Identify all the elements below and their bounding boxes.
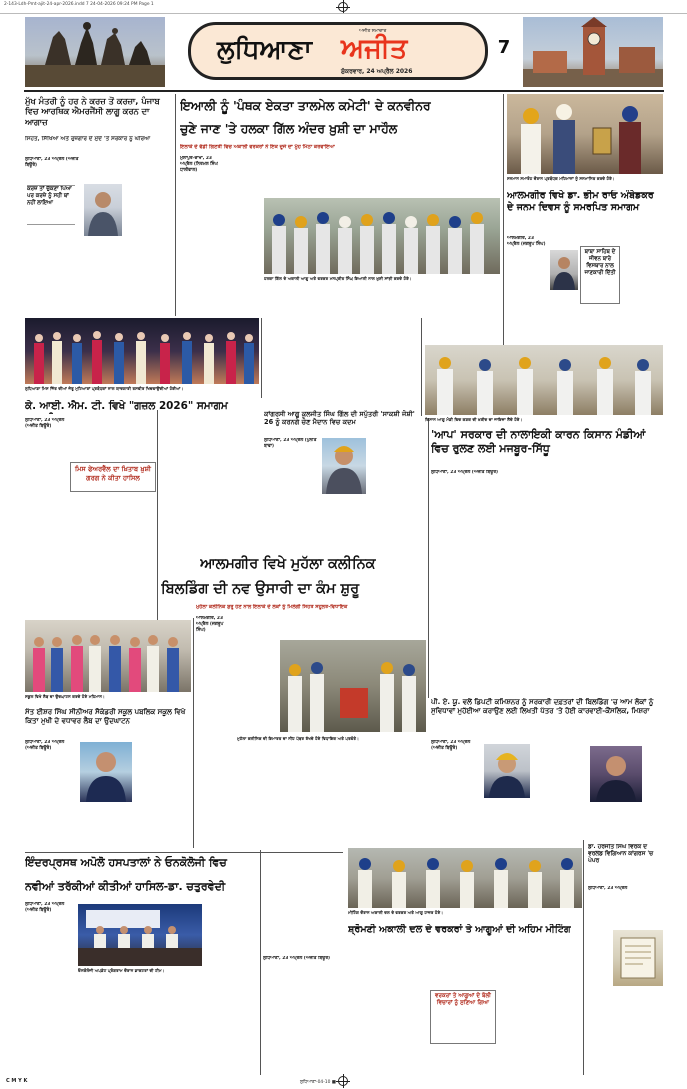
s6-headline: 'ਆਪ' ਸਰਕਾਰ ਦੀ ਨਾਲਾਇਕੀ ਕਾਰਨ ਕਿਸਾਨ ਮੰਡੀਆਂ ਵਿਚ ਰੁਲਣ ਲਈ ਮਜਬੂਰ-ਸਿੱਧੂ — [431, 428, 646, 455]
s5-body-col1 — [25, 418, 67, 584]
s1-body-right — [125, 157, 173, 317]
s10-caption: ਓਨਕੋਲੋਜੀ ਅਪਡੇਟ ਪ੍ਰੋਗਰਾਮ ਦੌਰਾਨ ਡਾਕਟਰਾਂ ਦੀ ਟੀਮ। — [78, 968, 165, 973]
s7-body-col2 — [237, 616, 277, 724]
group-people-icon — [348, 848, 582, 908]
s6-body-col1 — [431, 470, 543, 618]
s8-photo — [25, 620, 191, 692]
masthead-city: ਲੁਧਿਆਣਾ — [217, 35, 312, 65]
masthead-banner — [188, 22, 488, 80]
s8-body-col1 — [25, 740, 77, 846]
masthead-date: ਸ਼ੁੱਕਰਵਾਰ, 24 ਅਪ੍ਰੈਲ 2026 — [341, 68, 413, 75]
s4-headline: ਕਾਂਗਰਸੀ ਆਗੂ ਕੁਲਜੀਤ ਸਿੰਘ ਗਿੱਲ ਦੀ ਸਪੁੱਤਰੀ 'ਸਾਕਸ਼ੀ ਜੋਸ਼ੀ' 26 ਨੂੰ ਕਰਨਗੇ ਚੋਣ ਮੈਦਾਨ ਵਿਚ ਕਦਮ — [264, 410, 415, 427]
s10-headline-line1: ਇੰਦਰਪ੍ਰਸਥ ਅਪੋਲੋ ਹਸਪਤਾਲਾਂ ਨੇ ਓਨਕੋਲੋਜੀ ਵਿਚ — [25, 856, 227, 869]
s11-photo — [348, 848, 582, 908]
s10-dateline: ਲੁਧਿਆਣਾ, 23 ਅਪ੍ਰੈਲ (ਅਜੀਤ ਬਿਊਰੋ) — [25, 902, 65, 913]
masthead-left-photo — [25, 17, 165, 87]
person-icon — [590, 746, 642, 802]
s1-body-bottom — [25, 240, 121, 316]
group-people-icon — [25, 318, 259, 384]
s9-body-col2 — [533, 740, 583, 840]
pageant-caption: ਲੁਧਿਆਣਾ ਮਿਸ ਜਿੱਤ ਦੀਆਂ ਜੇਤੂ ਮੁਟਿਆਰਾਂ ਪ੍ਰਬੰਧਕਾਂ ਨਾਲ ਯਾਦਗਾਰੀ ਤਸਵੀਰ ਖਿਚਵਾਉਂਦੀਆਂ ਹੋਈਆਂ। — [25, 386, 184, 391]
person-turban-icon — [484, 744, 530, 798]
masthead-right-photo — [523, 17, 663, 87]
registration-mark-top — [338, 2, 348, 12]
s7-headline-line1: ਆਲਮਗੀਰ ਵਿਖੇ ਮੁਹੱਲਾ ਕਲੀਨਿਕ — [200, 556, 376, 572]
s10-body-col3 — [206, 902, 258, 1074]
s8-body-col3 — [136, 740, 191, 846]
paper-document-icon — [613, 930, 663, 986]
statue-icon — [25, 17, 165, 87]
s9-portrait-photo-2 — [590, 746, 642, 802]
s11-caption: ਮੀਟਿੰਗ ਦੌਰਾਨ ਅਕਾਲੀ ਦਲ ਦੇ ਵਰਕਰ ਅਤੇ ਆਗੂ ਹਾਜ਼ਰ ਹੋਏ। — [348, 910, 444, 915]
s4-portrait-photo — [322, 438, 366, 494]
s2-caption: ਹਲਕਾ ਗਿੱਲ ਦੇ ਅਕਾਲੀ ਆਗੂ ਅਤੇ ਵਰਕਰ ਮਨਪ੍ਰੀਤ ਸਿੰਘ ਇਆਲੀ ਨਾਲ ਖ਼ੁਸ਼ੀ ਸਾਂਝੀ ਕਰਦੇ ਹੋਏ। — [264, 276, 412, 281]
s3-dateline: ਆਲਮਗੀਰ, 23 ਅਪ੍ਰੈਲ (ਜਗਰੂਪ ਸਿੰਘ) — [507, 236, 546, 247]
s11-highlight-box: ਵਰਕਰਾਂ ਤੇ ਆਗੂਆਂ ਦੇ ਬੋਲੀ ਵਿਚਾਰਾਂ ਨੂੰ ਸੁਣਿਆ ਗਿਆ — [430, 990, 496, 1044]
farmers-photo — [425, 345, 663, 415]
s2-body-col2 — [221, 156, 261, 316]
registration-mark-bottom — [338, 1076, 348, 1086]
s2-headline-line1: ਇਆਲੀ ਨੂੰ 'ਪੰਥਕ ਏਕਤਾ ਤਾਲਮੇਲ ਕਮੇਟੀ' ਦੇ ਕਨਵੀਨਰ — [180, 98, 431, 113]
footer-slug: ਲੁਧਿਆਣਾ-04-10 ■ — [300, 1080, 336, 1085]
s4-body-col2 — [368, 438, 420, 550]
s5-body-col3 — [118, 418, 156, 460]
s10-body-col2 — [78, 982, 202, 1074]
s2-subheadline: ਇਲਾਕੇ ਦੇ ਵੱਡੀ ਗਿਣਤੀ ਵਿਚ ਅਕਾਲੀ ਵਰਕਰਾਂ ਨੇ ਇਕ ਦੂਜੇ ਦਾ ਮੂੰਹ ਮਿੱਠਾ ਕਰਵਾਇਆ — [180, 144, 335, 150]
group-people-icon — [425, 345, 663, 415]
person-icon — [550, 250, 578, 290]
person-icon — [80, 742, 132, 802]
s9-body-col1 — [431, 740, 481, 840]
s3-portrait-photo — [550, 250, 578, 290]
s10-headline-line2: ਨਵੀਆਂ ਤਰੱਕੀਆਂ ਕੀਤੀਆਂ ਹਾਸਿਲ-ਡਾ. ਚਤੁਰਵੇਦੀ — [25, 880, 226, 893]
s5-dateline: ਲੁਧਿਆਣਾ, 23 ਅਪ੍ਰੈਲ (ਅਜੀਤ ਬਿਊਰੋ) — [25, 418, 65, 429]
s6-dateline: ਲੁਧਿਆਣਾ, 23 ਅਪ੍ਰੈਲ (ਅਜੀਤ ਬਿਊਰੋ) — [431, 470, 499, 475]
conference-icon — [78, 904, 202, 966]
s8-caption: ਸਕੂਲ ਵਿਖੇ ਲੈਬ ਦਾ ਉਦਘਾਟਨ ਕਰਦੇ ਹੋਏ ਮਹਿਮਾਨ। — [25, 694, 105, 699]
print-slug: 2-143-Ldh-Pmt-ajit-24-apr-2026.indd 7 24-04-2026 09:24 PM Page 1 — [4, 2, 154, 7]
s11-body-col3 — [500, 956, 582, 1074]
s7-caption: ਮੁਹੱਲਾ ਕਲੀਨਿਕ ਦੀ ਇਮਾਰਤ ਦਾ ਨੀਂਹ ਪੱਥਰ ਰੱਖਦੇ ਹੋਏ ਵਿਧਾਇਕ ਅਤੇ ਪਤਵੰਤੇ। — [237, 736, 359, 741]
person-icon — [84, 184, 122, 236]
s10-photo — [78, 904, 202, 966]
s1-dateline: ਲੁਧਿਆਣਾ, 23 ਅਪ੍ਰੈਲ (ਅਜੀਤ ਬਿਊਰੋ) — [25, 157, 79, 168]
s2-headline-line2: ਚੁਣੇ ਜਾਣ 'ਤੇ ਹਲਕਾ ਗਿੱਲ ਅੰਦਰ ਖ਼ੁਸ਼ੀ ਦਾ ਮਾਹੌਲ — [180, 121, 398, 136]
s1-subheadline: ਸਿਹਤ, ਸਿੱਖਿਆ ਅਤੇ ਰੁਜ਼ਗਾਰ ਦੇ ਮੁੱਦੇ 'ਤੇ ਸਰਕਾਰ ਨੂੰ ਘੇਰਿਆ — [25, 136, 151, 142]
ceremony-icon — [280, 640, 426, 732]
page-number: 7 — [497, 37, 511, 58]
s2-dateline: ਮੁੱਲਾਂਪੁਰ-ਦਾਖਾ, 23 ਅਪ੍ਰੈਲ (ਨਿਰਮਲ ਸਿੰਘ ਧਾਲੀਵਾਲ) — [180, 156, 218, 173]
s8-dateline: ਲੁਧਿਆਣਾ, 23 ਅਪ੍ਰੈਲ (ਅਜੀਤ ਬਿਊਰੋ) — [25, 740, 65, 751]
pageant-photo — [25, 318, 259, 384]
s11-dateline: ਲੁਧਿਆਣਾ, 23 ਅਪ੍ਰੈਲ (ਅਜੀਤ ਬਿਊਰੋ) — [263, 956, 331, 961]
farmers-caption: ਕਿਸਾਨ ਆਗੂ ਮੰਡੀ ਵਿਚ ਕਣਕ ਦੀ ਖ਼ਰੀਦ ਦਾ ਜਾਇਜ਼ਾ ਲੈਂਦੇ ਹੋਏ। — [425, 417, 523, 422]
s5-highlight-box: ਮਿਸ ਫੇਅਰਵੈੱਲ ਦਾ ਖ਼ਿਤਾਬ ਖ਼ੁਸ਼ੀ ਗਰਗ ਨੇ ਕੀਤਾ ਹਾਸਿਲ — [70, 462, 156, 492]
s12-body-col3 — [613, 990, 663, 1074]
s6-body-col2 — [548, 470, 663, 618]
s3-photo — [507, 94, 663, 174]
s3-headline: ਆਲਮਗੀਰ ਵਿਖੇ ਡਾ. ਭੀਮ ਰਾਓ ਅੰਬੇਡਕਰ ਦੇ ਜਨਮ ਦਿਵਸ ਨੂੰ ਸਮਰਪਿਤ ਸਮਾਗਮ — [507, 190, 654, 213]
s9-headline: ਪੀ. ਏ. ਯੂ. ਵਲੋਂ ਡਿਪਟੀ ਕਮਿਸ਼ਨਰ ਨੂੰ ਸਰਕਾਰੀ ਦਫ਼ਤਰਾਂ ਦੀ ਬਿਲਡਿੰਗ 'ਚ ਆਮ ਲੋਕਾਂ ਨੂੰ ਸੁਵਿਧਾਵਾਂ ਮੁਹੱਈਆ ਕਰਾਉਣ ਲਈ ਲਿਖਤੀ ਪੱਤਰ 'ਤੇ ਹੋਈ ਕਾਰਵਾਈ-ਕੌਂਸਲਿਕ, ਮਿਸ਼ਰਾ — [431, 698, 654, 715]
s7-subheadline: ਮੁਹੱਲਾ ਕਲੀਨਿਕ ਸ਼ੁਰੂ ਹੋਣ ਨਾਲ ਇਲਾਕੇ ਦੇ ਲੋਕਾਂ ਨੂੰ ਮਿਲੇਗੀ ਸਿਹਤ ਸਹੂਲਤ-ਵਿਧਾਇਕ — [196, 604, 348, 610]
s7-dateline: ਆਲਮਗੀਰ, 23 ਅਪ੍ਰੈਲ (ਜਗਰੂਪ ਸਿੰਘ) — [196, 616, 224, 633]
s7-photo — [280, 640, 426, 732]
s1-headline: ਮੁੱਖ ਮੰਤਰੀ ਨੂੰ ਹਰ ਨੇ ਕਰਜ਼ ਤੋਂ ਕਰਜ਼ਾ, ਪੰਜਾਬ ਵਿਚ ਆਰਥਿਕ ਐਮਰਜੈਂਸੀ ਲਾਗੂ ਕਰਨ ਦਾ ਆਗਾਜ਼ — [25, 96, 160, 127]
s5-body-col2 — [70, 418, 116, 460]
s12-body-col1 — [588, 886, 663, 926]
s12-headline: ਡਾ. ਹਰਜੀਤ ਸਿੰਘ ਵਿਰਕ ਦੇ ਵਰਲਡ ਵਿਗਿਆਨ ਕਾਂਗਰਸ 'ਚ ਪੇਪਰ — [588, 844, 654, 865]
felicitation-icon — [507, 94, 663, 174]
s11-body-col1 — [263, 956, 363, 1074]
s3-caption: ਸਨਮਾਨ ਸਮਾਰੋਹ ਦੌਰਾਨ ਪ੍ਰਬੰਧਕ ਮਹਿਮਾਨਾਂ ਨੂੰ ਸਨਮਾਨਿਤ ਕਰਦੇ ਹੋਏ। — [507, 176, 615, 181]
s10-body-col1 — [25, 902, 75, 1074]
s2-group-photo — [264, 198, 500, 274]
s3-highlight-box: ਬਾਬਾ ਸਾਹਿਬ ਦੇ ਜੀਵਨ ਬਾਰੇ ਵਿਸਥਾਰ ਨਾਲ ਜਾਣਕਾਰੀ ਦਿੱਤੀ — [580, 246, 620, 304]
masthead-paper-name: ਅਜੀਤ — [341, 33, 408, 64]
group-people-icon — [264, 198, 500, 274]
s11-body-col2 — [366, 956, 426, 1074]
s7-body-bottom — [237, 750, 426, 806]
s4-dateline: ਲੁਧਿਆਣਾ, 23 ਅਪ੍ਰੈਲ (ਪੁਨੀਤ ਬਾਵਾ) — [264, 438, 317, 449]
s8-headline: ਸੰਤ ਈਸ਼ਰ ਸਿੰਘ ਸੀਨੀਅਰ ਸੈਕੰਡਰੀ ਸਕੂਲ ਪਬਲਿਕ ਸਕੂਲ ਵਿਖੇ ਕਿਤਾ ਮੁਖੀ ਦੇ ਵਧਾਵਰ ਲੈਬ ਦਾ ਉਦਘਾਟਨ — [25, 708, 186, 725]
s9-body-col3 — [587, 804, 663, 842]
s7-body-col1 — [196, 616, 234, 804]
s12-photo — [613, 930, 663, 986]
s2-body-col1 — [180, 156, 218, 316]
group-people-icon — [25, 620, 191, 692]
s11-headline: ਸ਼੍ਰੋਮਣੀ ਅਕਾਲੀ ਦਲ ਦੇ ਵਰਕਰਾਂ ਤੇ ਆਗੂਆਂ ਦੀ ਅਹਿਮ ਮੀਟਿੰਗ — [348, 924, 571, 935]
s4-body-col1 — [264, 438, 320, 550]
s8-portrait-photo — [80, 742, 132, 802]
s12-dateline: ਲੁਧਿਆਣਾ, 23 ਅਪ੍ਰੈਲ — [588, 886, 628, 891]
s1-portrait-photo — [84, 184, 122, 236]
s9-dateline: ਲੁਧਿਆਣਾ, 23 ਅਪ੍ਰੈਲ (ਅਜੀਤ ਬਿਊਰੋ) — [431, 740, 471, 751]
s7-headline-line2: ਬਿਲਡਿੰਗ ਦੀ ਨਵ ਉਸਾਰੀ ਦਾ ਕੰਮ ਸ਼ੁਰੂ — [161, 581, 360, 597]
clock-tower-icon — [523, 17, 663, 87]
s1-quote-box: ਕਰਜ਼ ਤਾਂ ਚੁੱਕਣਾ ਪਿਆ ਪਰ ਕਰਜ਼ੇ ਨੂੰ ਸਹੀ ਥਾਂ ਨਹੀਂ ਲਾਇਆ — [27, 185, 75, 225]
s9-portrait-photo-1 — [484, 744, 530, 798]
masthead-small-label: ਅਜੀਤ ਸਮਾਚਾਰ — [359, 29, 387, 34]
person-turban-icon — [322, 438, 366, 494]
s2-body-col4 — [378, 156, 500, 196]
s12-body-col2 — [588, 930, 610, 1074]
s5-headline: ਕੇ. ਆਈ. ਐਮ. ਟੀ. ਵਿਖੇ "ਗਜ਼ਲ 2026" ਸਮਾਗਮ — [25, 400, 228, 412]
footer-color-marks: C M Y K — [6, 1078, 28, 1084]
s8-body-col2 — [80, 804, 132, 846]
s2-body-col3 — [264, 156, 374, 196]
s5-body-col4 — [70, 494, 156, 584]
